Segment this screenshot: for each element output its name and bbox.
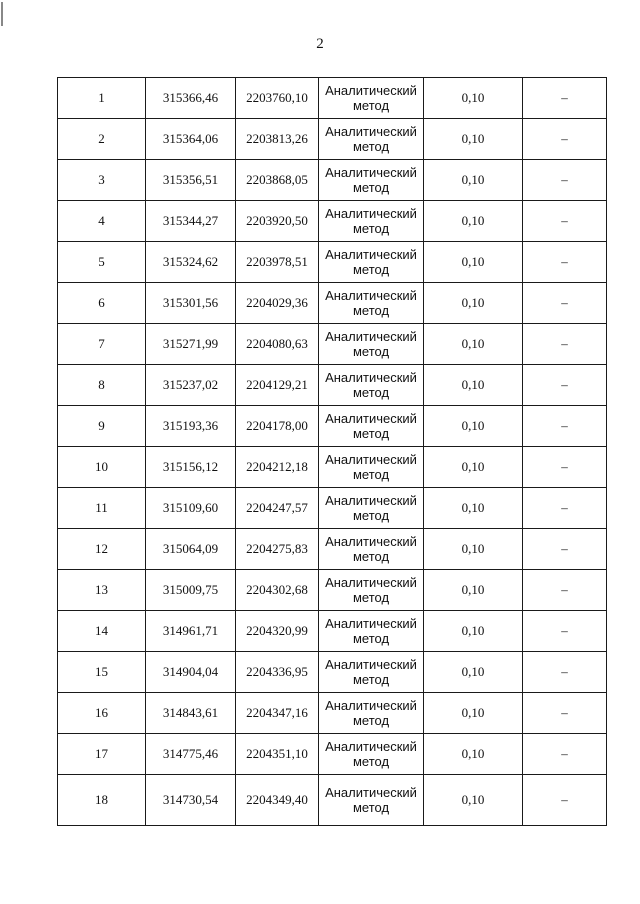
note-cell: – [523, 201, 607, 242]
accuracy-cell: 0,10 [424, 447, 523, 488]
x-coordinate-cell: 315009,75 [146, 570, 236, 611]
coordinates-table [57, 77, 607, 826]
method-cell [319, 242, 424, 283]
y-coordinate-cell: 2204275,83 [236, 529, 319, 570]
method-text-line: метод [352, 800, 390, 815]
point-number-cell: 13 [58, 570, 146, 611]
method-text-line: Аналитический [325, 411, 417, 426]
table-row [58, 242, 607, 283]
point-number-cell: 3 [58, 160, 146, 201]
note-cell: – [523, 365, 607, 406]
method-text-line: Аналитический [325, 493, 417, 508]
note-cell: – [523, 775, 607, 826]
note-cell: – [523, 488, 607, 529]
x-coordinate-cell: 315364,06 [146, 119, 236, 160]
y-coordinate-cell: 2204349,40 [236, 775, 319, 826]
note-cell: – [523, 447, 607, 488]
table-row [58, 734, 607, 775]
method-text-line: Аналитический [325, 288, 417, 303]
x-coordinate-cell: 314730,54 [146, 775, 236, 826]
method-text-line: метод [352, 344, 390, 359]
y-coordinate-cell: 2203978,51 [236, 242, 319, 283]
method-text-line: Аналитический [325, 785, 417, 800]
point-number-cell: 2 [58, 119, 146, 160]
y-coordinate-cell: 2203868,05 [236, 160, 319, 201]
x-coordinate-cell: 314961,71 [146, 611, 236, 652]
accuracy-cell: 0,10 [424, 693, 523, 734]
y-coordinate-cell: 2204129,21 [236, 365, 319, 406]
point-number-cell: 9 [58, 406, 146, 447]
table-row [58, 775, 607, 826]
method-text-line: метод [352, 98, 390, 113]
method-cell [319, 365, 424, 406]
accuracy-cell: 0,10 [424, 119, 523, 160]
accuracy-cell: 0,10 [424, 242, 523, 283]
y-coordinate-cell: 2203760,10 [236, 78, 319, 119]
x-coordinate-cell: 315193,36 [146, 406, 236, 447]
method-text-line: метод [352, 672, 390, 687]
x-coordinate-cell: 314775,46 [146, 734, 236, 775]
accuracy-cell: 0,10 [424, 78, 523, 119]
coordinates-table-body [58, 78, 607, 826]
table-row [58, 570, 607, 611]
accuracy-cell: 0,10 [424, 529, 523, 570]
method-cell [319, 406, 424, 447]
table-row [58, 119, 607, 160]
method-text-line: метод [352, 180, 390, 195]
table-row [58, 201, 607, 242]
note-cell: – [523, 529, 607, 570]
table-row [58, 78, 607, 119]
method-text-line: метод [352, 139, 390, 154]
accuracy-cell: 0,10 [424, 488, 523, 529]
method-text-line: метод [352, 467, 390, 482]
method-cell [319, 570, 424, 611]
method-text-line: метод [352, 426, 390, 441]
method-cell [319, 201, 424, 242]
note-cell: – [523, 78, 607, 119]
method-cell [319, 283, 424, 324]
method-text-line: метод [352, 590, 390, 605]
method-text-line: Аналитический [325, 698, 417, 713]
accuracy-cell: 0,10 [424, 283, 523, 324]
method-cell [319, 734, 424, 775]
method-cell [319, 324, 424, 365]
method-text-line: Аналитический [325, 370, 417, 385]
page-number: 2 [316, 36, 324, 52]
method-text-line: метод [352, 385, 390, 400]
point-number-cell: 14 [58, 611, 146, 652]
note-cell: – [523, 734, 607, 775]
table-row [58, 406, 607, 447]
accuracy-cell: 0,10 [424, 611, 523, 652]
point-number-cell: 17 [58, 734, 146, 775]
method-text-line: метод [352, 303, 390, 318]
method-cell [319, 488, 424, 529]
method-text-line: метод [352, 713, 390, 728]
accuracy-cell: 0,10 [424, 365, 523, 406]
method-cell [319, 693, 424, 734]
x-coordinate-cell: 315366,46 [146, 78, 236, 119]
method-text-line: Аналитический [325, 206, 417, 221]
method-text-line: метод [352, 262, 390, 277]
note-cell: – [523, 119, 607, 160]
x-coordinate-cell: 315344,27 [146, 201, 236, 242]
y-coordinate-cell: 2203920,50 [236, 201, 319, 242]
point-number-cell: 12 [58, 529, 146, 570]
method-text-line: метод [352, 508, 390, 523]
point-number-cell: 7 [58, 324, 146, 365]
accuracy-cell: 0,10 [424, 324, 523, 365]
y-coordinate-cell: 2204178,00 [236, 406, 319, 447]
y-coordinate-cell: 2204351,10 [236, 734, 319, 775]
note-cell: – [523, 611, 607, 652]
method-text-line: Аналитический [325, 247, 417, 262]
method-cell [319, 160, 424, 201]
method-cell [319, 652, 424, 693]
y-coordinate-cell: 2204336,95 [236, 652, 319, 693]
table-row [58, 693, 607, 734]
y-coordinate-cell: 2204347,16 [236, 693, 319, 734]
note-cell: – [523, 283, 607, 324]
point-number-cell: 15 [58, 652, 146, 693]
accuracy-cell: 0,10 [424, 201, 523, 242]
method-text-line: Аналитический [325, 657, 417, 672]
point-number-cell: 1 [58, 78, 146, 119]
x-coordinate-cell: 315356,51 [146, 160, 236, 201]
x-coordinate-cell: 315109,60 [146, 488, 236, 529]
table-row [58, 652, 607, 693]
method-text-line: метод [352, 221, 390, 236]
point-number-cell: 16 [58, 693, 146, 734]
method-text-line: Аналитический [325, 124, 417, 139]
scan-edge-mark [1, 2, 3, 26]
note-cell: – [523, 693, 607, 734]
x-coordinate-cell: 315156,12 [146, 447, 236, 488]
note-cell: – [523, 406, 607, 447]
y-coordinate-cell: 2204320,99 [236, 611, 319, 652]
method-text-line: Аналитический [325, 575, 417, 590]
y-coordinate-cell: 2204080,63 [236, 324, 319, 365]
y-coordinate-cell: 2204029,36 [236, 283, 319, 324]
method-cell [319, 119, 424, 160]
method-text-line: Аналитический [325, 452, 417, 467]
table-row [58, 324, 607, 365]
method-text-line: Аналитический [325, 739, 417, 754]
accuracy-cell: 0,10 [424, 406, 523, 447]
table-row [58, 283, 607, 324]
table-row [58, 488, 607, 529]
note-cell: – [523, 652, 607, 693]
accuracy-cell: 0,10 [424, 160, 523, 201]
point-number-cell: 18 [58, 775, 146, 826]
point-number-cell: 8 [58, 365, 146, 406]
method-cell [319, 611, 424, 652]
point-number-cell: 4 [58, 201, 146, 242]
table-row [58, 365, 607, 406]
method-text-line: Аналитический [325, 165, 417, 180]
point-number-cell: 10 [58, 447, 146, 488]
method-cell [319, 447, 424, 488]
method-cell [319, 775, 424, 826]
table-row [58, 611, 607, 652]
note-cell: – [523, 570, 607, 611]
x-coordinate-cell: 315271,99 [146, 324, 236, 365]
note-cell: – [523, 160, 607, 201]
method-text-line: Аналитический [325, 329, 417, 344]
method-text-line: Аналитический [325, 616, 417, 631]
method-text-line: метод [352, 549, 390, 564]
point-number-cell: 11 [58, 488, 146, 529]
accuracy-cell: 0,10 [424, 775, 523, 826]
method-cell [319, 78, 424, 119]
note-cell: – [523, 324, 607, 365]
table-row [58, 447, 607, 488]
x-coordinate-cell: 314904,04 [146, 652, 236, 693]
note-cell: – [523, 242, 607, 283]
x-coordinate-cell: 315301,56 [146, 283, 236, 324]
y-coordinate-cell: 2204302,68 [236, 570, 319, 611]
method-text-line: метод [352, 754, 390, 769]
table-row [58, 529, 607, 570]
method-text-line: Аналитический [325, 534, 417, 549]
table-row [58, 160, 607, 201]
y-coordinate-cell: 2203813,26 [236, 119, 319, 160]
x-coordinate-cell: 315237,02 [146, 365, 236, 406]
method-cell [319, 529, 424, 570]
point-number-cell: 6 [58, 283, 146, 324]
method-text-line: метод [352, 631, 390, 646]
accuracy-cell: 0,10 [424, 570, 523, 611]
accuracy-cell: 0,10 [424, 734, 523, 775]
accuracy-cell: 0,10 [424, 652, 523, 693]
method-text-line: Аналитический [325, 83, 417, 98]
x-coordinate-cell: 315064,09 [146, 529, 236, 570]
y-coordinate-cell: 2204212,18 [236, 447, 319, 488]
y-coordinate-cell: 2204247,57 [236, 488, 319, 529]
x-coordinate-cell: 315324,62 [146, 242, 236, 283]
x-coordinate-cell: 314843,61 [146, 693, 236, 734]
point-number-cell: 5 [58, 242, 146, 283]
